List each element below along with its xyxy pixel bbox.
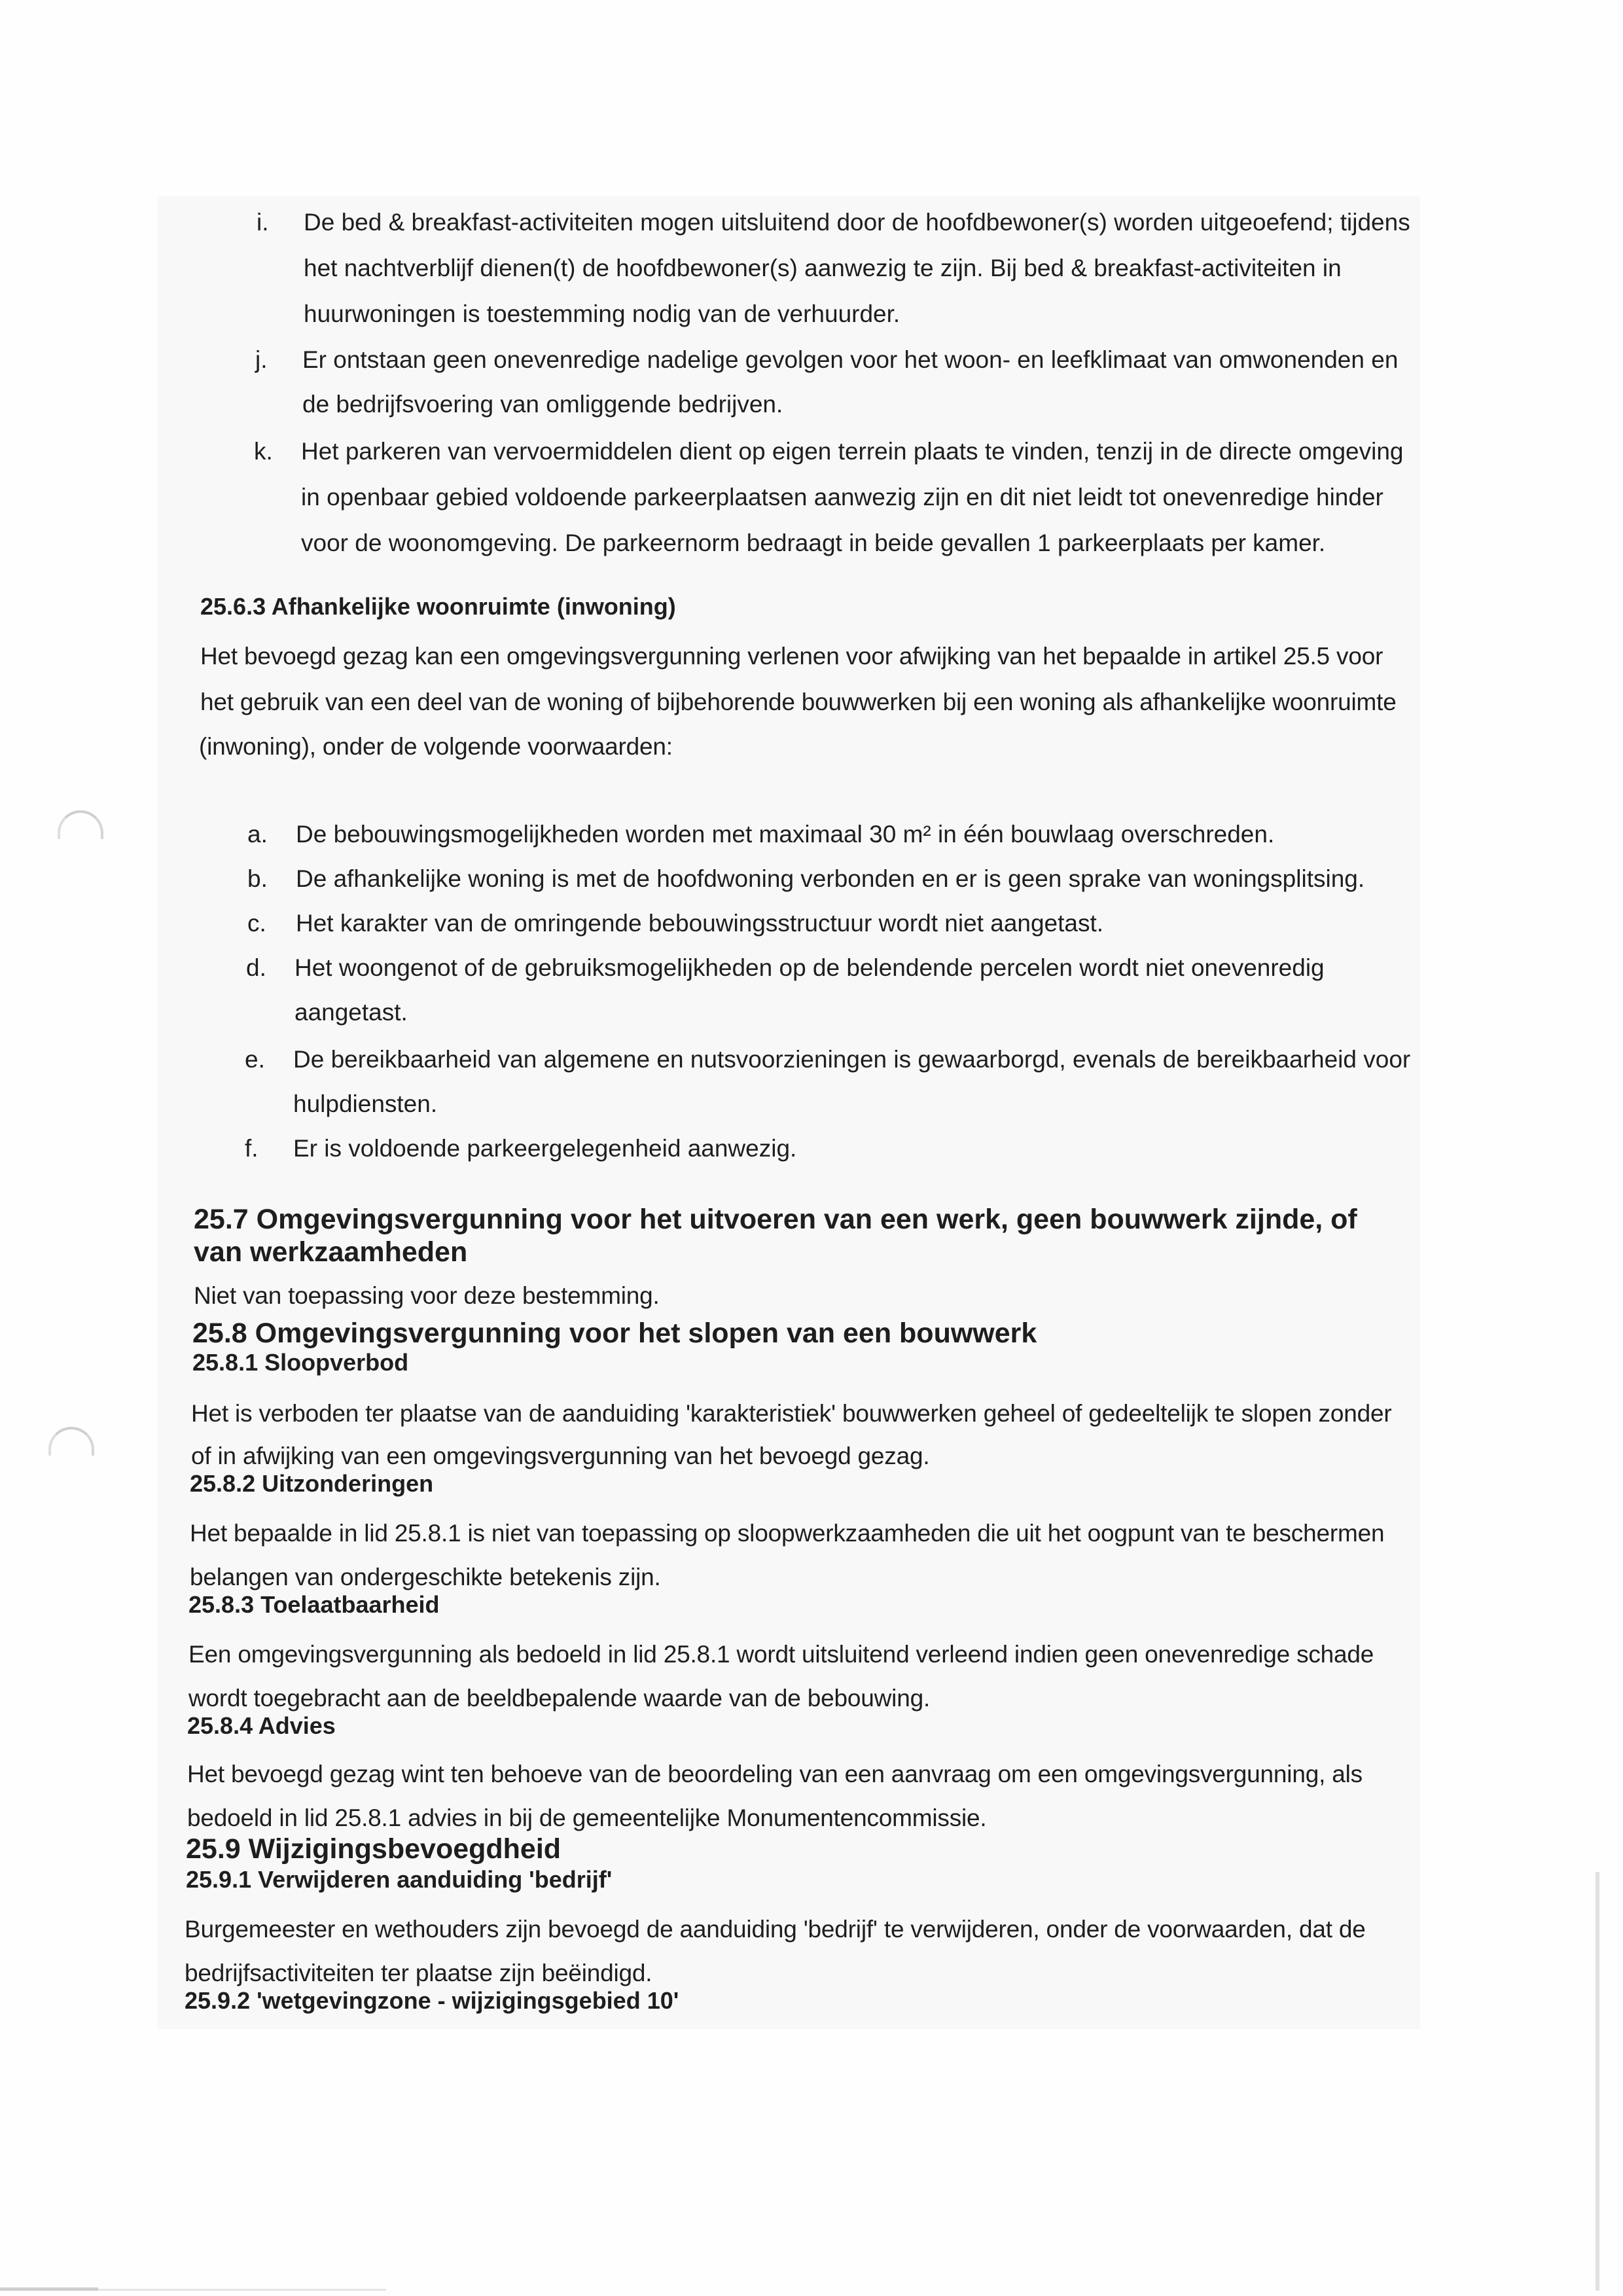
list-item-line: aangetast. — [294, 999, 408, 1026]
list-item-j — [255, 337, 1433, 429]
paragraph-line: bedrijfsactiviteiten ter plaatse zijn beëindigd. — [185, 1960, 652, 1986]
paragraph-line: of in afwijking van een omgevingsvergunning van het bevoegd gezag. — [191, 1443, 930, 1469]
scan-edge-bottom — [0, 2287, 98, 2291]
subsection-heading-25-9-1: 25.9.1 Verwijderen aanduiding 'bedrijf' — [186, 1866, 613, 1893]
paragraph-line: Het bevoegd gezag wint ten behoeve van de beoordeling van een aanvraag om een omgevingsvergunning, als — [187, 1761, 1363, 1787]
paragraph-line: Het is verboden ter plaatse van de aanduiding 'karakteristiek' bouwwerken geheel of gedeeltelijk te slopen zonder — [191, 1400, 1392, 1427]
list-marker: k. — [254, 438, 273, 465]
subsection-heading-25-8-3: 25.8.3 Toelaatbaarheid — [188, 1591, 440, 1618]
subsection-heading-25-8-2: 25.8.2 Uitzonderingen — [190, 1470, 434, 1497]
punch-hole-mark — [58, 810, 103, 839]
section-heading-25-6-3: 25.6.3 Afhankelijke woonruimte (inwoning) — [200, 593, 676, 620]
list-marker: i. — [257, 209, 269, 236]
list-item-line: Er is voldoende parkeergelegenheid aanwezig. — [293, 1135, 797, 1162]
list-marker: f. — [245, 1135, 259, 1162]
section-heading-25-9: 25.9 Wijzigingsbevoegdheid — [186, 1833, 562, 1865]
list-item-line: De bereikbaarheid van algemene en nutsvoorzieningen is gewaarborgd, evenals de bereikbaarheid voor — [293, 1046, 1411, 1073]
subsection-heading-25-9-2: 25.9.2 'wetgevingzone - wijzigingsgebied 10' — [185, 1987, 679, 2014]
list-item-line: De bed & breakfast-activiteiten mogen uitsluitend door de hoofdbewoner(s) worden uitgeoefend; tijdens — [304, 209, 1410, 236]
section-heading-25-7: 25.7 Omgevingsvergunning voor het uitvoeren van een werk, geen bouwwerk zijnde, of — [194, 1204, 1357, 1235]
paragraph-line: Het bepaalde in lid 25.8.1 is niet van toepassing op sloopwerkzaamheden die uit het oogpunt van te beschermen — [190, 1520, 1385, 1547]
subsection-heading-25-8-1: 25.8.1 Sloopverbod — [192, 1349, 409, 1376]
section-heading-25-7-cont: van werkzaamheden — [194, 1236, 468, 1268]
list-item-line: Het woongenot of de gebruiksmogelijkheden op de belendende percelen wordt niet onevenredig — [294, 954, 1325, 981]
paragraph-line: wordt toegebracht aan de beeldbepalende waarde van de bebouwing. — [188, 1685, 931, 1712]
paragraph-line: (inwoning), onder de volgende voorwaarden: — [199, 733, 673, 760]
condition-item-b — [247, 856, 1425, 902]
condition-item-d — [246, 945, 1424, 1037]
paragraph-line: bedoeld in lid 25.8.1 advies in bij de gemeentelijke Monumentencommissie. — [187, 1804, 987, 1831]
list-item-line: voor de woonomgeving. De parkeernorm bedraagt in beide gevallen 1 parkeerplaats per kamer. — [301, 529, 1326, 556]
scan-edge-right — [1596, 1872, 1599, 2291]
list-marker: j. — [255, 346, 268, 373]
condition-item-c — [247, 901, 1425, 946]
list-item-line: het nachtverblijf dienen(t) de hoofdbewoner(s) aanwezig te zijn. Bij bed & breakfast-activiteiten in — [304, 255, 1342, 281]
condition-item-f — [245, 1126, 1423, 1172]
list-marker: c. — [247, 910, 266, 937]
list-item-line: De bebouwingsmogelijkheden worden met maximaal 30 m² in één bouwlaag overschreden. — [296, 821, 1275, 848]
scan-edge-bottom — [98, 2289, 386, 2291]
punch-hole-mark — [48, 1427, 94, 1456]
subsection-heading-25-8-4: 25.8.4 Advies — [187, 1712, 336, 1739]
condition-item-e — [245, 1037, 1423, 1128]
list-item-line: de bedrijfsvoering van omliggende bedrijven. — [302, 391, 783, 418]
paragraph-line: Het bevoegd gezag kan een omgevingsvergunning verlenen voor afwijking van het bepaalde in artikel 25.5 voor — [200, 643, 1383, 670]
paragraph-line: Niet van toepassing voor deze bestemming. — [194, 1282, 660, 1309]
condition-item-a — [247, 812, 1425, 857]
list-item-line: Het karakter van de omringende bebouwingsstructuur wordt niet aangetast. — [296, 910, 1104, 937]
paragraph-line: het gebruik van een deel van de woning of bijbehorende bouwwerken bij een woning als afhankelijke woonruimte — [200, 689, 1397, 715]
list-item-line: huurwoningen is toestemming nodig van de verhuurder. — [304, 300, 901, 327]
list-item-line: Het parkeren van vervoermiddelen dient op eigen terrein plaats te vinden, tenzij in de directe omgeving — [301, 438, 1404, 465]
paragraph-line: belangen van ondergeschikte betekenis zijn. — [190, 1564, 661, 1590]
paragraph-line: Burgemeester en wethouders zijn bevoegd de aanduiding 'bedrijf' te verwijderen, onder de voorwaarden, dat de — [185, 1916, 1366, 1943]
list-marker: b. — [247, 865, 268, 892]
list-item-k — [254, 429, 1432, 566]
list-item-line: hulpdiensten. — [293, 1090, 438, 1117]
list-marker: a. — [247, 821, 268, 848]
paragraph-line: Een omgevingsvergunning als bedoeld in lid 25.8.1 wordt uitsluitend verleend indien geen onevenredige schade — [188, 1641, 1374, 1668]
list-marker: e. — [245, 1046, 265, 1073]
list-item-line: De afhankelijke woning is met de hoofdwoning verbonden en er is geen sprake van woningsplitsing. — [296, 865, 1365, 892]
list-item-line: Er ontstaan geen onevenredige nadelige gevolgen voor het woon- en leefklimaat van omwonenden en — [302, 346, 1399, 373]
list-marker: d. — [246, 954, 266, 981]
list-item-line: in openbaar gebied voldoende parkeerplaatsen aanwezig zijn en dit niet leidt tot onevenredige hinder — [301, 484, 1383, 511]
list-item-i — [257, 200, 1435, 337]
section-heading-25-8: 25.8 Omgevingsvergunning voor het slopen van een bouwwerk — [192, 1318, 1037, 1349]
